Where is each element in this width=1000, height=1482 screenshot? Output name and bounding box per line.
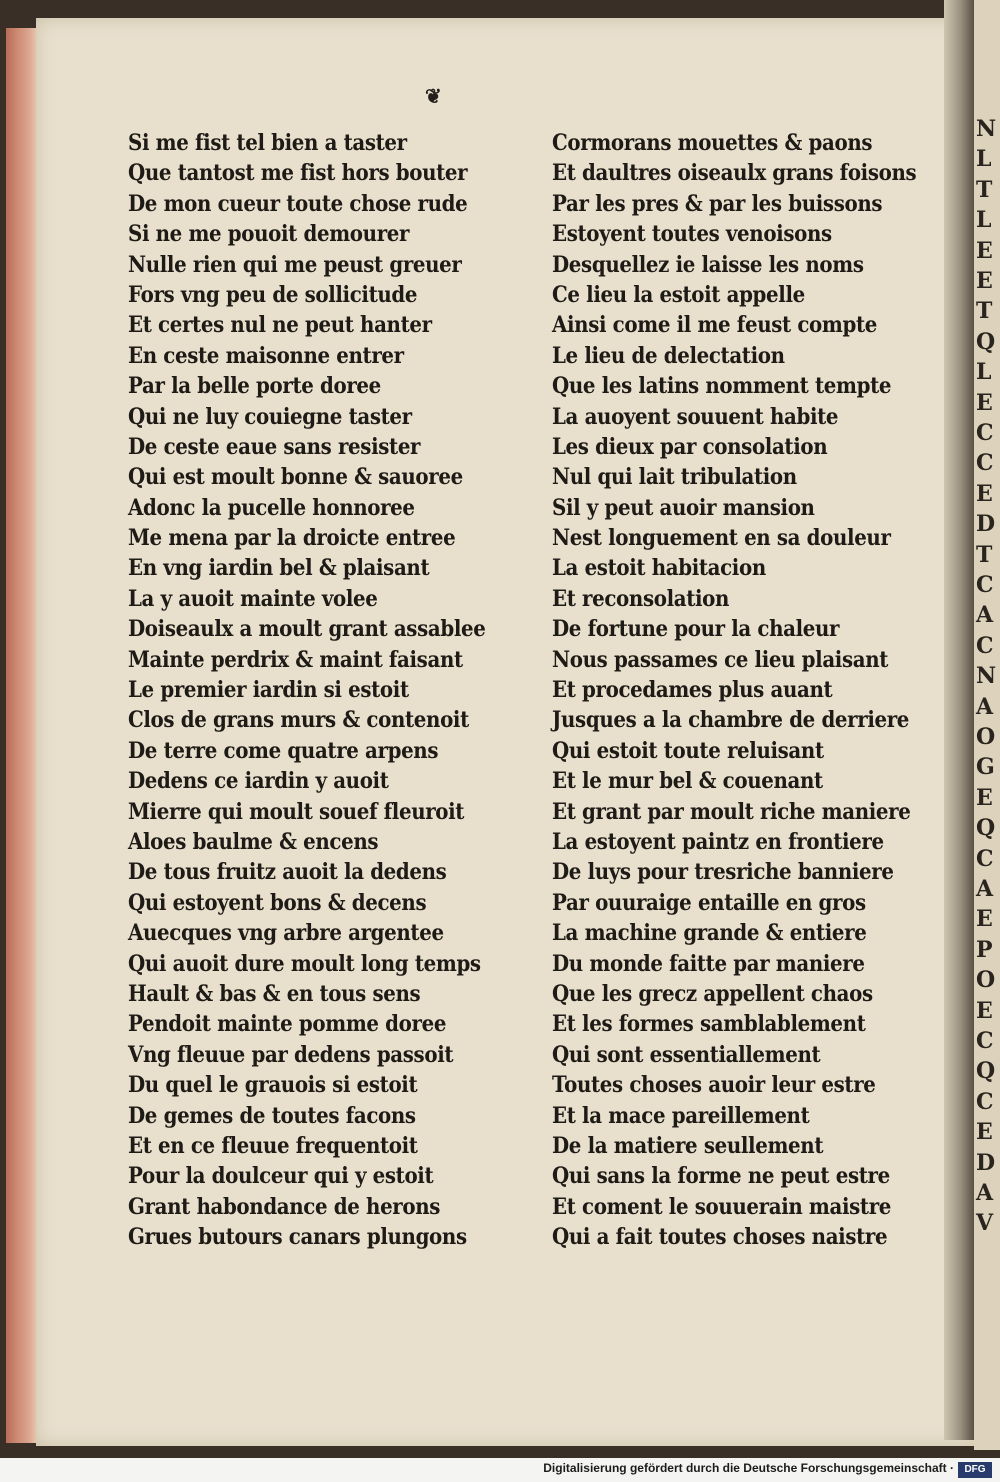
footer-credit: Digitalisierung gefördert durch die Deutsche Forschungsgemeinschaft · <box>543 1461 954 1475</box>
facing-page-letter: C <box>976 632 994 659</box>
right-verse-line: Toutes choses auoir leur estre <box>552 1072 876 1099</box>
left-verse-line: Aloes baulme & encens <box>128 828 379 855</box>
left-verse-line: De tous fruitz auoit la dedens <box>128 859 447 886</box>
right-verse-column <box>552 128 947 1252</box>
right-verse-line: Cormorans mouettes & paons <box>552 130 873 156</box>
left-verse-line: Mierre qui moult souef fleuroit <box>128 798 465 825</box>
left-verse-line: Grant habondance de herons <box>128 1193 441 1220</box>
left-verse-column <box>128 128 528 1252</box>
right-verse-line: La auoyent souuent habite <box>552 403 839 430</box>
left-verse-line: Adonc la pucelle honnoree <box>128 494 415 521</box>
right-verse-line: La estoyent paintz en frontiere <box>552 828 884 855</box>
left-verse-line: Auecques vng arbre argentee <box>128 920 444 947</box>
left-verse-line: Vng fleuue par dedens passoit <box>128 1041 454 1068</box>
ornament-mark: ❦ <box>425 84 442 108</box>
right-verse-line: Et grant par moult riche maniere <box>552 798 911 825</box>
right-verse-line: Du monde faitte par maniere <box>552 950 865 977</box>
facing-page-letter: V <box>976 1210 994 1237</box>
right-verse-line: Par ouuraige entaille en gros <box>552 889 866 916</box>
left-verse-line: Mainte perdrix & maint faisant <box>128 646 463 673</box>
facing-page-letter: E <box>976 480 993 507</box>
left-verse-line: La y auoit mainte volee <box>128 585 378 612</box>
facing-page-edge <box>974 0 1000 1450</box>
right-verse-line: Que les grecz appellent chaos <box>552 980 873 1007</box>
facing-page-letter: A <box>976 1180 994 1206</box>
left-verse-line: De terre come quatre arpens <box>128 737 439 764</box>
facing-page-letter: C <box>976 572 994 598</box>
right-verse-line: De la matiere seullement <box>552 1132 824 1159</box>
right-verse-line: Qui sont essentiallement <box>552 1041 821 1068</box>
facing-page-letter: T <box>976 176 993 203</box>
left-verse-line: De gemes de toutes facons <box>128 1102 416 1129</box>
facing-page-letter: T <box>976 541 993 568</box>
right-verse-line: De fortune pour la chaleur <box>552 616 840 643</box>
left-verse-line: Si ne me pouoit demourer <box>128 221 410 248</box>
right-verse-line: La estoit habitacion <box>552 555 766 582</box>
facing-page-letter: O <box>976 967 996 994</box>
left-verse-line: Par la belle porte doree <box>128 373 381 400</box>
page-edge <box>6 28 38 1443</box>
facing-page-letter: C <box>976 845 994 872</box>
facing-page-letter: E <box>976 268 993 294</box>
facing-page-letter: L <box>976 207 992 234</box>
left-verse-line: Qui auoit dure moult long temps <box>128 950 481 977</box>
facing-page-letter: D <box>976 1149 996 1176</box>
facing-page-letter: C <box>976 450 994 477</box>
facing-page-letter: Q <box>976 328 996 355</box>
left-verse-line: De mon cueur toute chose rude <box>128 190 468 217</box>
facing-page-letter: D <box>976 511 996 538</box>
right-verse-line: Ainsi come il me feust compte <box>552 312 877 339</box>
right-verse-line: Estoyent toutes venoisons <box>552 221 832 248</box>
left-verse-line: Fors vng peu de sollicitude <box>128 281 418 308</box>
right-verse-line: Et la mace pareillement <box>552 1102 810 1129</box>
facing-page-letter: G <box>976 754 995 781</box>
facing-page-letter: E <box>976 784 993 811</box>
left-verse-line: Qui est moult bonne & sauoree <box>128 464 463 491</box>
left-verse-line: En vng iardin bel & plaisant <box>128 555 430 582</box>
right-verse-line: Desquellez ie laisse les noms <box>552 251 864 278</box>
right-verse-line: Nest longuement en sa douleur <box>552 525 891 552</box>
right-verse-line: Nul qui lait tribulation <box>552 464 797 491</box>
right-verse-line: Que les latins nomment tempte <box>552 373 892 400</box>
dfg-logo: DFG <box>958 1462 992 1478</box>
left-verse-line: Doiseaulx a moult grant assablee <box>128 616 486 643</box>
facing-page-letter: T <box>976 298 993 325</box>
facing-page-letter: E <box>976 997 993 1024</box>
right-verse-line: Ce lieu la estoit appelle <box>552 281 805 308</box>
facing-page-letter: O <box>976 724 996 750</box>
left-verse-line: Du quel le grauois si estoit <box>128 1072 418 1099</box>
left-verse-line: Me mena par la droicte entree <box>128 525 456 552</box>
footer-bar <box>0 1458 1000 1482</box>
facing-page-letter: C <box>976 1028 994 1054</box>
facing-page-letter: C <box>976 420 994 446</box>
left-verse-line: Hault & bas & en tous sens <box>128 980 421 1007</box>
right-verse-line: De luys pour tresriche banniere <box>552 859 894 886</box>
left-verse-line: Pour la doulceur qui y estoit <box>128 1163 434 1190</box>
right-verse-line: Les dieux par consolation <box>552 433 828 460</box>
left-verse-line: Qui estoyent bons & decens <box>128 889 427 916</box>
facing-page-letter: A <box>976 602 994 629</box>
facing-page-letter: L <box>976 146 992 173</box>
right-verse-line: Par les pres & par les buissons <box>552 190 883 217</box>
right-verse-line: Nous passames ce lieu plaisant <box>552 646 889 673</box>
left-verse-line: En ceste maisonne entrer <box>128 342 404 369</box>
right-verse-line: Et le mur bel & couenant <box>552 768 823 795</box>
facing-page-letter: A <box>976 693 994 720</box>
left-verse-line: Le premier iardin si estoit <box>128 677 409 704</box>
right-verse-line: Qui estoit toute reluisant <box>552 737 824 764</box>
left-verse-line: Si me fist tel bien a taster <box>128 130 407 156</box>
facing-page-letter: L <box>976 359 992 386</box>
right-verse-line: Et reconsolation <box>552 585 730 612</box>
left-verse-line: Dedens ce iardin y auoit <box>128 768 389 795</box>
book-gutter <box>944 0 974 1440</box>
right-verse-line: Et les formes samblablement <box>552 1011 866 1038</box>
facing-page-letter: E <box>976 1119 993 1146</box>
facing-page-letter: E <box>976 906 993 933</box>
right-verse-line: Jusques a la chambre de derriere <box>552 707 910 734</box>
facing-page-letter: N <box>976 116 997 142</box>
left-verse-line: Et certes nul ne peut hanter <box>128 312 432 339</box>
right-verse-line: La machine grande & entiere <box>552 920 867 947</box>
left-verse-line: Nulle rien qui me peust greuer <box>128 251 462 278</box>
facing-page-letter: P <box>976 936 993 963</box>
left-verse-line: Et en ce fleuue frequentoit <box>128 1132 418 1159</box>
right-verse-line: Sil y peut auoir mansion <box>552 494 815 521</box>
right-verse-line: Qui a fait toutes choses naistre <box>552 1224 888 1251</box>
left-verse-line: Pendoit mainte pomme doree <box>128 1011 447 1038</box>
left-verse-line: De ceste eaue sans resister <box>128 433 421 460</box>
facing-page-letter: Q <box>976 1058 996 1085</box>
facing-page-letter: C <box>976 1088 994 1115</box>
facing-page-letter: Q <box>976 815 996 842</box>
right-verse-line: Et procedames plus auant <box>552 677 833 704</box>
left-verse-line: Grues butours canars plungons <box>128 1224 467 1251</box>
left-verse-line: Que tantost me fist hors bouter <box>128 160 468 187</box>
left-verse-line: Qui ne luy couiegne taster <box>128 403 412 430</box>
right-verse-line: Qui sans la forme ne peut estre <box>552 1163 890 1190</box>
right-verse-line: Le lieu de delectation <box>552 342 785 369</box>
facing-page-letter: E <box>976 389 993 416</box>
facing-page-letter: E <box>976 237 993 264</box>
facing-page-letter: N <box>976 663 997 690</box>
right-verse-line: Et coment le souuerain maistre <box>552 1193 892 1220</box>
facing-page-letter: A <box>976 876 994 902</box>
right-verse-line: Et daultres oiseaulx grans foisons <box>552 160 917 187</box>
left-verse-line: Clos de grans murs & contenoit <box>128 707 469 734</box>
